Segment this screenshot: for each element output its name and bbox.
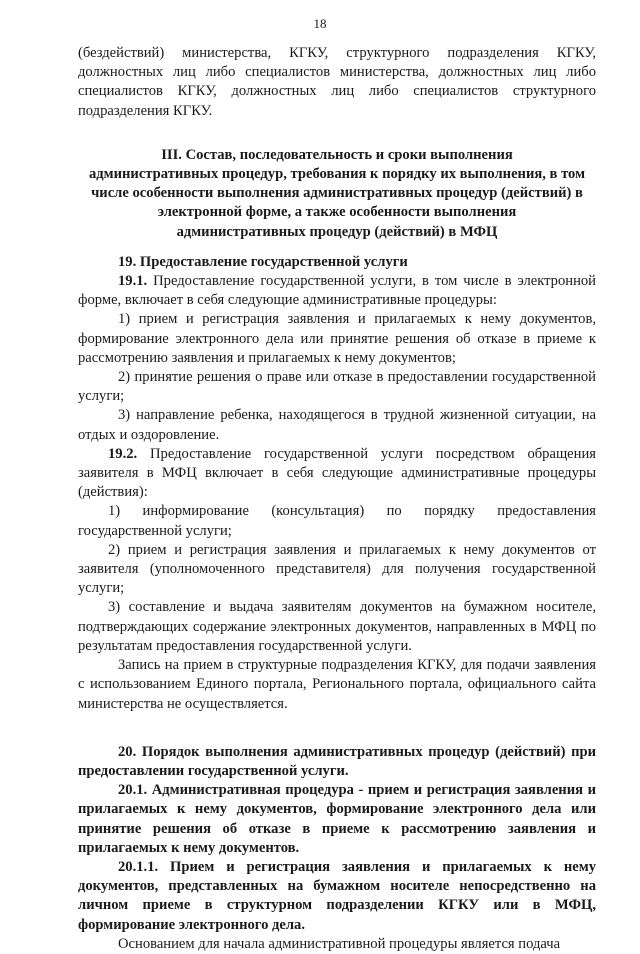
list-item: 3) составление и выдача заявителям документов на бумажном носителе, подтверждающих содержание электронных документов, направленных в МФЦ по результатам предоставления государственной услуги. xyxy=(78,599,596,654)
list-item: 1) прием и регистрация заявления и прилагаемых к нему документов, формирование электронного дела или принятие решения об отказе в приеме к рассмотрению заявления и прилагаемых к нему документов; xyxy=(78,311,596,366)
paragraph-19-2: 19.2. Предоставление государственной услуги посредством обращения заявителя в МФЦ включает в себя следующие административные процедуры (действия): xyxy=(78,445,596,501)
section-heading xyxy=(78,146,596,242)
paragraph-19-1: 19.1. Предоставление государственной услуги, в том числе в электронной форме, включает в себя следующие административные процедуры: xyxy=(78,273,596,309)
document-body xyxy=(78,44,596,954)
list-item: 1) информирование (консультация) по порядку предоставления государственной услуги; xyxy=(78,503,596,539)
section-heading-line: административных процедур, требования к порядку их выполнения, в том xyxy=(88,166,586,183)
section-heading-line: числе особенности выполнения административных процедур (действий) в xyxy=(91,185,583,202)
paragraph-last: Основанием для начала административной процедуры является подача xyxy=(118,935,561,952)
list-item: 2) прием и регистрация заявления и прилагаемых к нему документов от заявителя (уполномоченного представителя) для получения государственной услуги; xyxy=(78,541,596,597)
section-heading-line: административных процедур (действий) в МФЦ xyxy=(176,223,498,240)
list-item: 3) направление ребенка, находящегося в трудной жизненной ситуации, на отдых и оздоровление. xyxy=(78,407,596,443)
subheading-20-1: 20.1. Административная процедура - прием и регистрация заявления и прилагаемых к нему документов, формирование электронного дела или принятие решения об отказе в приеме к рассмотрению заявления и прилагаемых к нему документов. xyxy=(78,782,596,856)
section-heading-line: III. Состав, последовательность и сроки выполнения xyxy=(161,146,513,163)
section-heading-line: электронной форме, а также особенности выполнения xyxy=(157,204,517,221)
subheading-20: 20. Порядок выполнения административных процедур (действий) при предоставлении государственной услуги. xyxy=(78,743,596,779)
subheading-20-1-1: 20.1.1. Прием и регистрация заявления и прилагаемых к нему документов, представленных на бумажном носителе непосредственно на личном приеме в структурном подразделении КГКУ или в МФЦ, формирование электронного дела. xyxy=(78,858,596,933)
paragraph-continuation: (бездействий) министерства, КГКУ, структурного подразделения КГКУ, должностных лиц либо специалистов министерства, должностных лиц либо специалистов КГКУ, должностных лиц либо специалистов структурного подразделения КГКУ. xyxy=(78,45,596,119)
page-number: 18 xyxy=(313,16,327,31)
subheading-19: 19. Предоставление государственной услуги xyxy=(118,253,408,270)
list-item: 2) принятие решения о праве или отказе в предоставлении государственной услуги; xyxy=(78,369,596,405)
paragraph-appointment: Запись на прием в структурные подразделения КГКУ, для подачи заявления с использованием Единого портала, Регионального портала, официального сайта министерства не осуществляется. xyxy=(78,657,596,712)
